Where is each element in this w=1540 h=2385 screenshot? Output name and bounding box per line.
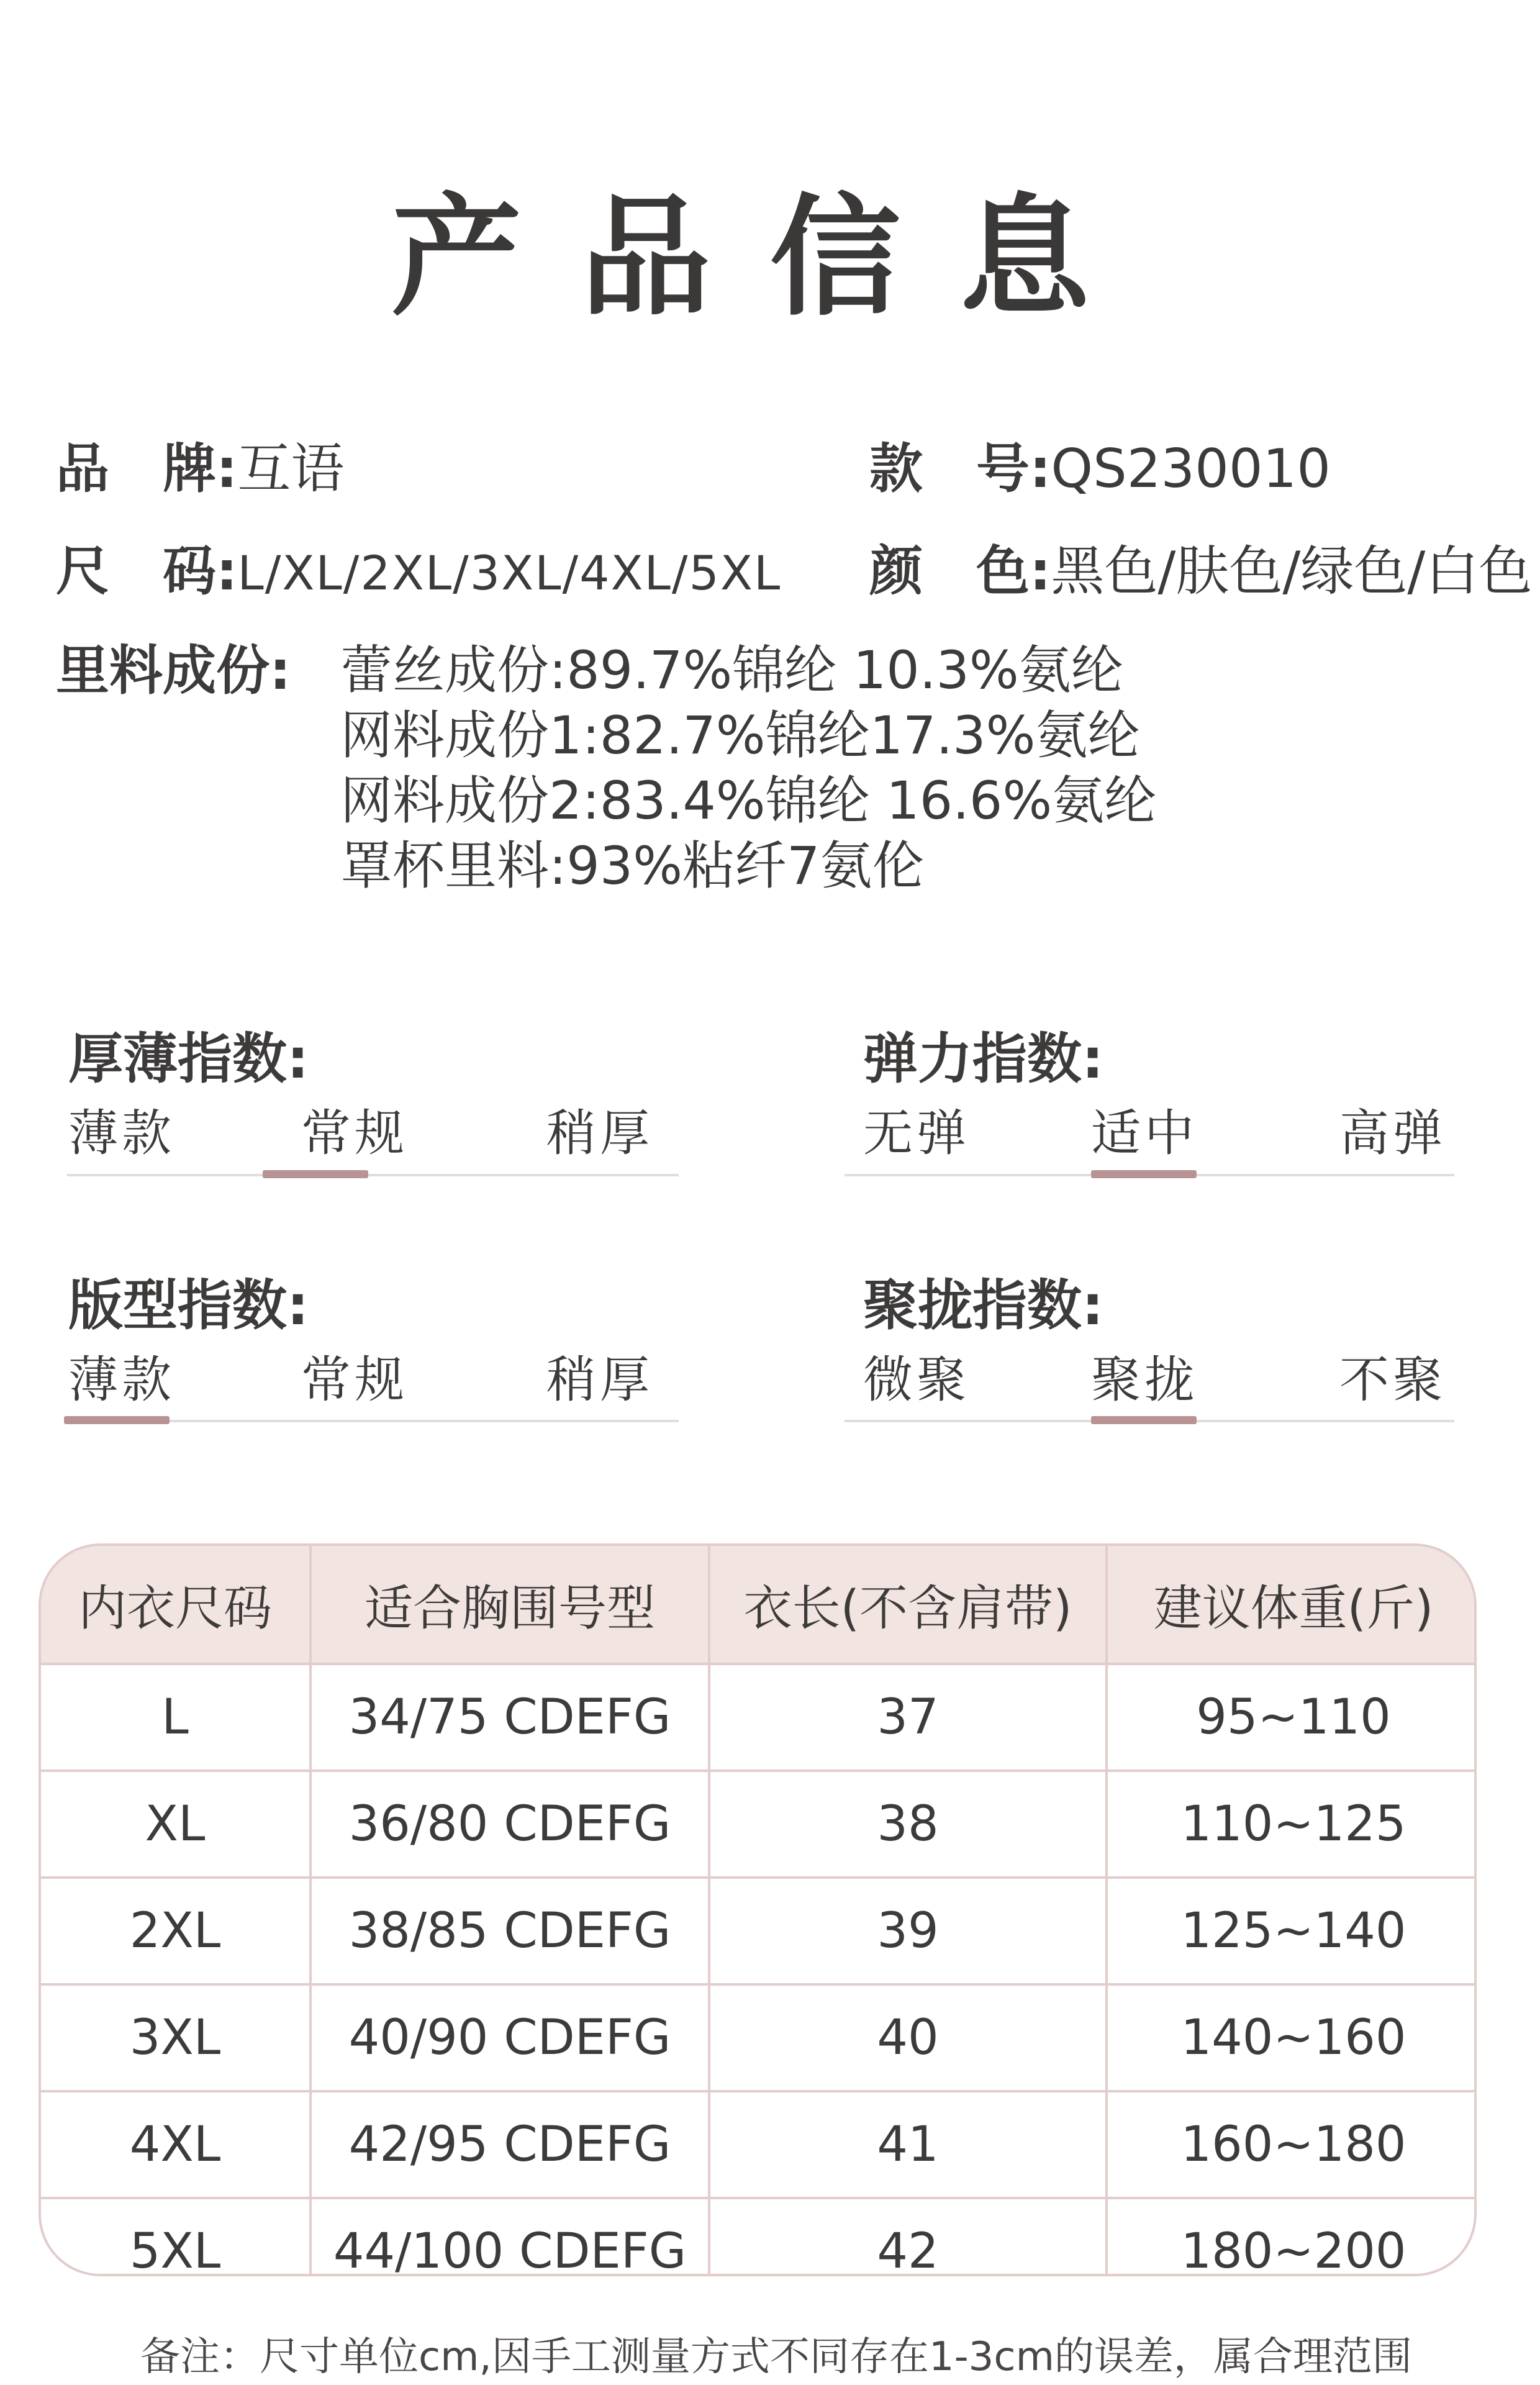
index-option: 无弹	[863, 1104, 970, 1162]
table-row	[41, 1771, 1477, 1878]
index-option: 高弹	[1339, 1104, 1446, 1162]
table-cell: 42/95 CDEFG	[310, 2091, 709, 2198]
size-value: L/XL/2XL/3XL/4XL/5XL	[237, 545, 782, 601]
color-row	[869, 537, 1532, 606]
table-row	[41, 1984, 1477, 2091]
table-cell: 180~200	[1180, 2224, 1406, 2276]
size-row	[56, 537, 781, 607]
composition-line: 网料成份1:82.7%锦纶17.3%氨纶	[340, 705, 1140, 766]
composition-line: 网料成份2:83.4%锦纶 16.6%氨纶	[340, 770, 1157, 831]
table-cell: 160~180	[1107, 2091, 1477, 2198]
table-row	[41, 2091, 1477, 2198]
index-track	[67, 1174, 679, 1176]
size-table	[38, 1543, 1477, 2276]
table-cell: 140~160	[1107, 1984, 1477, 2091]
index-option: 稍厚	[546, 1351, 653, 1409]
index-marker	[263, 1170, 368, 1178]
table-cell: 41	[709, 2091, 1107, 2198]
page-title: 产品信息	[391, 181, 1149, 334]
color-value: 黑色/肤色/绿色/白色	[1051, 540, 1533, 602]
brand-label: 品 牌:	[56, 438, 238, 500]
table-row	[41, 2198, 1477, 2276]
index-marker	[64, 1416, 170, 1424]
table-cell: 34/75 CDEFG	[310, 1664, 709, 1771]
size-label: 尺 码:	[56, 540, 238, 602]
composition-line: 罩杯里料:93%粘纤7氨伦	[340, 835, 925, 896]
index-marker	[1091, 1170, 1197, 1178]
table-cell: 40/90 CDEFG	[310, 1984, 709, 2091]
table-cell: 39	[709, 1878, 1107, 1984]
composition-line: 蕾丝成份:89.7%锦纶 10.3%氨纶	[340, 640, 1123, 701]
index-option: 稍厚	[546, 1104, 653, 1162]
style-value: QS230010	[1051, 438, 1331, 500]
table-cell: 37	[709, 1664, 1107, 1771]
table-cell: 110~125	[1107, 1771, 1477, 1878]
table-row	[41, 1878, 1477, 1984]
table-cell: 95~110	[1107, 1664, 1477, 1771]
table-cell: 3XL	[41, 1984, 310, 2091]
index-marker	[1091, 1416, 1197, 1424]
brand-value: 互语	[237, 438, 345, 500]
table-cell: 42	[709, 2198, 1107, 2276]
thickness-index-title: 厚薄指数:	[68, 1027, 309, 1091]
style-row	[869, 435, 1331, 503]
index-option: 常规	[301, 1104, 408, 1162]
column-header: 内衣尺码	[41, 1546, 310, 1664]
table-cell: 38	[709, 1771, 1107, 1878]
index-option: 微聚	[863, 1351, 970, 1409]
table-cell: 2XL	[41, 1878, 310, 1984]
index-option: 薄款	[68, 1104, 175, 1162]
column-header: 建议体重(斤)	[1107, 1546, 1477, 1664]
index-option: 常规	[301, 1351, 408, 1409]
table-cell: 125~140	[1107, 1878, 1477, 1984]
style-label: 款 号:	[869, 438, 1051, 500]
table-cell: L	[41, 1664, 310, 1771]
index-option: 聚拢	[1091, 1351, 1198, 1409]
index-option: 适中	[1091, 1104, 1198, 1162]
table-cell: 38/85 CDEFG	[310, 1878, 709, 1984]
color-label: 颜 色:	[869, 540, 1051, 602]
table-header-row	[41, 1546, 1477, 1664]
table-cell: 44/100 CDEFG	[310, 2198, 709, 2276]
table-cell: 36/80 CDEFG	[310, 1771, 709, 1878]
index-option: 薄款	[68, 1351, 175, 1409]
column-header: 适合胸围号型	[310, 1546, 709, 1664]
brand-row	[56, 435, 344, 503]
composition-label: 里料成份:	[56, 640, 291, 702]
column-header: 衣长(不含肩带)	[709, 1546, 1107, 1664]
table-cell: 4XL	[41, 2091, 310, 2198]
elasticity-index-title: 弹力指数:	[863, 1027, 1104, 1091]
index-option: 不聚	[1339, 1351, 1446, 1409]
fit-index-title: 版型指数:	[68, 1273, 309, 1337]
table-cell: 40	[709, 1984, 1107, 2091]
table-cell: 5XL	[41, 2198, 310, 2276]
table-row	[41, 1664, 1477, 1771]
footnote: 备注：尺寸单位cm,因手工测量方式不同存在1-3cm的误差，属合理范围	[140, 2334, 1412, 2380]
table-cell: XL	[41, 1771, 310, 1878]
push-up-index-title: 聚拢指数:	[863, 1273, 1104, 1337]
